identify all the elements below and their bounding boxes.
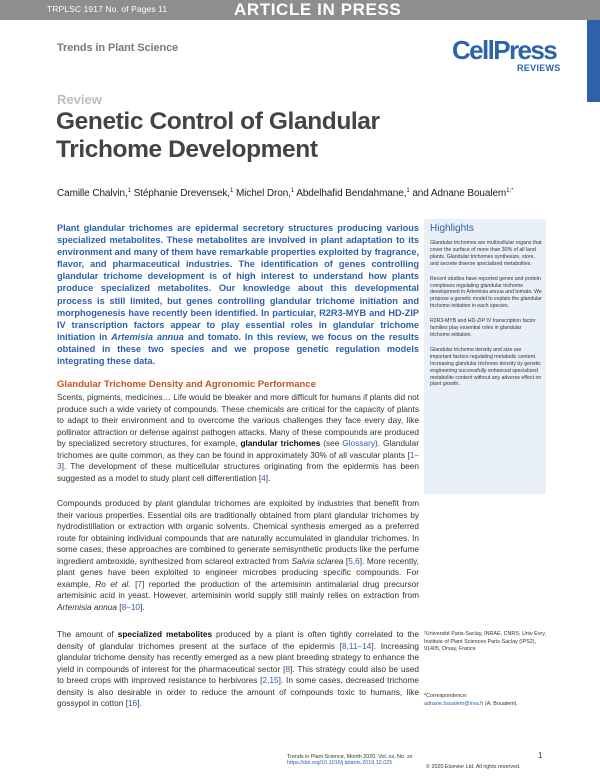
citation-link[interactable]: 1–3: [57, 449, 419, 471]
abstract: Plant glandular trichomes are epidermal secretory structures producing various specialized metabolites. These metabolites are involved in plant adaptation to its environment and many of them have remarkable properties exploited by fragrance, flavor, and pharmaceutical industries. The identification of genes controlling glandular trichome development is of high interest to understand how plants produce specialized metabolites. Our knowledge about this developmental process is still limited, but genes controlling glandular trichome initiation and morphogenesis have recently been identified. In particular, R2R3-MYB and HD-ZIP IV transcription factors appear to play essential roles in glandular trichome initiation in Artemisia annua and tomato. In this review, we focus on the results obtained in these two species and we propose genetic regulation models integrating these data.: [57, 223, 420, 367]
citation-link[interactable]: 8–10: [121, 601, 141, 612]
body-paragraph: Scents, pigments, medicines… Life would be bleaker and more difficult for humans if plants did not produce such a wide variety of compounds. These chemicals are critical for the capacity of plants to adapt to their environment and to overcome the various challenges they face every day, like pollinator attraction or defense against pathogen attacks. Many of these compounds are produced by specialized secretory structures, for example, glandular trichomes (see Glossary). Glandular trichomes are quite common, as they can be found in approximately 30% of all vascular plants [1–3]. The development of these multicellular structures originating from the epidermis has been suggested as a model to study plant cell differentiation [4].: [57, 392, 419, 483]
glossary-term: glandular trichomes: [240, 438, 321, 448]
highlights-title: Highlights: [430, 223, 474, 234]
citation-link[interactable]: 8,11–14: [342, 640, 372, 651]
section-heading: Glandular Trichome Density and Agronomic Performance: [57, 379, 316, 390]
author-name: Camille Chalvin,: [57, 188, 128, 199]
footer-journal-line: Trends in Plant Science, Month 2020, Vol. xx, No. xx: [287, 754, 413, 760]
correspondence-label: *Correspondence:: [424, 693, 468, 699]
author-affiliation-mark: 1: [406, 188, 410, 194]
author-name: Michel Dron,: [235, 188, 291, 199]
manuscript-ref: TRPLSC 1917 No. of Pages 11: [47, 4, 168, 14]
body-paragraph: The amount of specialized metabolites produced by a plant is often tightly correlated to the density of glandular trichomes present at the surface of the epidermis [8,11–14]. Increasing glandular trichome density has recently emerged as a new plant breeding strategy to enhance the yield in compounds of interest for the pharmaceutical sector [8]. This strategy could also be used to breed crops with improved resistance to herbivores [2,15]. In some cases, decreased trichome density is also desirable in order to reduce the amount of compounds toxic to humans, like gossypol in cotton [16].: [57, 629, 420, 708]
glossary-link[interactable]: Glossary: [342, 438, 376, 448]
citation-link[interactable]: 7: [137, 578, 143, 589]
body-paragraph: Compounds produced by plant glandular trichomes are exploited by industries that benefit from their various properties. Essential oils are traditionally obtained from plant glandular trichomes by hydrodistillation or extraction with organic solvents. Chemical synthesis emerged as a preferred route for obtaining individual compounds that are naturally accumulated in glandular trichomes. In some cases, these approaches are combined to generate semisynthetic products like the perfume ingredient ambroxide, synthesized from sclareol extracted from Salvia sclarea [5,6]. More recently, plant genes have been exploited to engineer microbes producing specific compounds. For example, Ro et al. [7] reported the production of the artemisinin antimalarial drug precursor artemisinic acid in yeast. However, artemisinin world supply still mainly relies on extraction from Artemisia annua [8–10].: [57, 498, 419, 612]
copyright: © 2020 Elsevier Ltd. All rights reserved.: [426, 764, 521, 770]
edge-color-strip: [587, 20, 600, 102]
author-affiliation-mark: 1: [230, 188, 234, 194]
author-name: and Adnane Boualem: [412, 188, 507, 199]
doi-link[interactable]: https://doi.org/10.1016/j.tplants.2019.12.025: [287, 760, 393, 766]
citation-link[interactable]: 16: [128, 698, 138, 708]
article-in-press-banner: ARTICLE IN PRESS: [234, 0, 402, 19]
highlight-item: Recent studies have reported genes and protein complexes regulating glandular trichome development in Artemisia annua and tomato. We propose a genetic model to explain the glandular trichome initiation in each species.: [430, 275, 542, 310]
citation-link[interactable]: 8: [285, 663, 291, 674]
glossary-term: specialized metabolites: [117, 629, 213, 639]
author-name: Stéphanie Drevensek,: [133, 188, 230, 199]
highlights-box: [424, 219, 546, 494]
highlight-item: R2R3-MYB and HD-ZIP IV transcription factor families play essential roles in glandular trichome initiation.: [430, 318, 536, 338]
citation-link[interactable]: 4: [261, 472, 266, 483]
cellpress-logo: CellPress: [452, 35, 557, 65]
author-affiliation-mark: 1,*: [506, 188, 514, 194]
article-title: Genetic Control of Glandular Trichome Development: [56, 108, 380, 163]
highlight-item: Glandular trichomes are multicellular organs that cover the surface of more than 30% of all land plants. Glandular trichomes synthesize, store, and secrete diverse specialized metabolites.: [430, 240, 542, 267]
journal-name: Trends in Plant Science: [57, 42, 179, 54]
page-number: 1: [538, 751, 543, 760]
cellpress-reviews-label: REVIEWS: [517, 63, 561, 73]
author-list: [57, 188, 557, 199]
footer-citation: [287, 754, 412, 766]
citation-link[interactable]: 5,6: [348, 555, 360, 566]
author-name: Abdelhafid Bendahmane,: [296, 188, 407, 199]
author-affiliation-mark: 1: [127, 188, 131, 194]
correspondence: *Correspondence: adnane.boualem@inra.fr (A. Boualem).: [424, 693, 548, 708]
abstract-species: Artemisia annua: [111, 331, 184, 342]
highlight-item: Glandular trichome density and size are important factors regulating metabolic content. Increasing glandular trichome density by genetic engineering successfully enhanced specialized metabolite content without any adverse effect on plant growth.: [430, 346, 542, 388]
article-type: Review: [57, 92, 102, 107]
correspondence-email[interactable]: adnane.boualem@inra.fr: [424, 700, 484, 707]
article-in-press-bar: [0, 0, 600, 20]
author-affiliation-mark: 1: [290, 188, 295, 194]
affiliation: ¹Université Paris-Saclay, INRAE, CNRS, Univ Evry, Institute of Plant Sciences Paris-Saclay (IPS2), 91405, Orsay, France: [424, 631, 547, 652]
citation-link[interactable]: 2,15: [262, 675, 279, 685]
